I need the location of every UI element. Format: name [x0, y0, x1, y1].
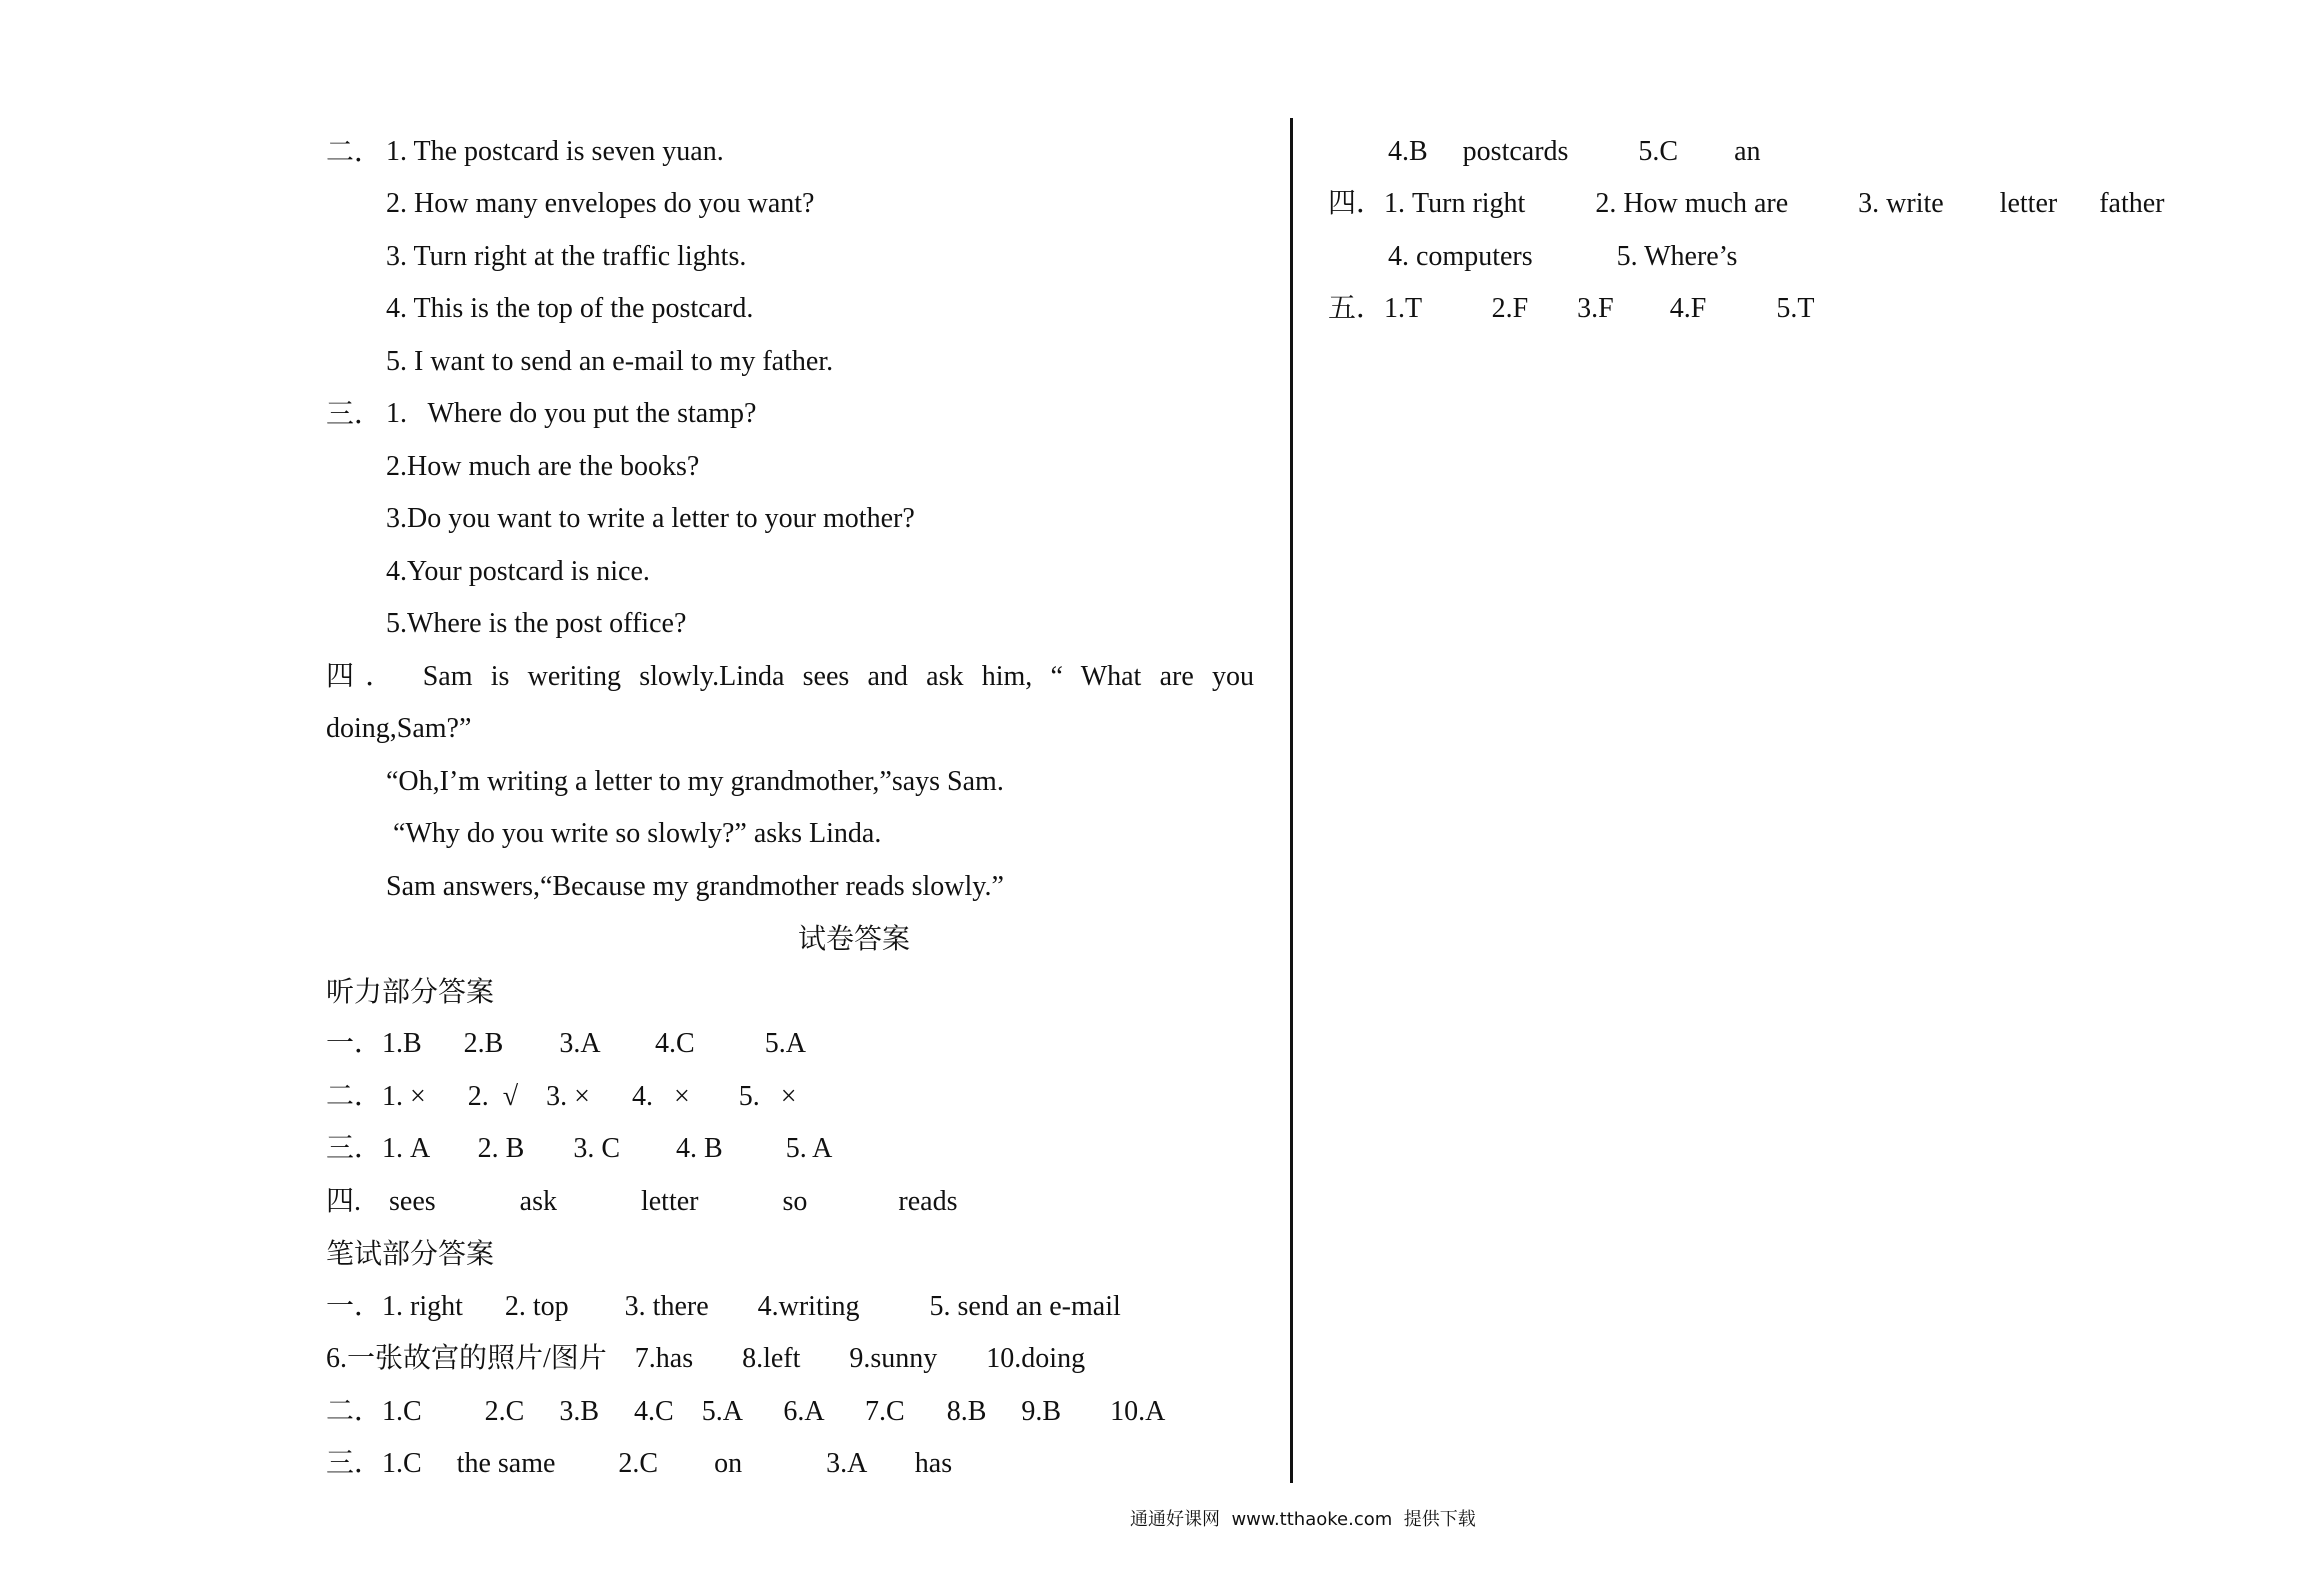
s2-line-2: 2. How many envelopes do you want? — [386, 188, 815, 219]
written-title: 笔试部分答案 — [326, 1237, 495, 1270]
listening-line-4: 四. sees ask letter so reads — [326, 1186, 958, 1217]
s2-line-4: 4. This is the top of the postcard. — [386, 293, 754, 324]
s2-line-5: 5. I want to send an e-mail to my father. — [386, 346, 834, 377]
s4-line-4: “Why do you write so slowly?” asks Linda. — [386, 818, 882, 849]
s4-line-1: 四． Sam is weriting slowly.Linda sees and ask him, “ What are you — [326, 661, 1254, 692]
right-line-4: 五．1.T 2.F 3.F 4.F 5.T — [1328, 293, 1815, 324]
answers-title: 试卷答案 — [798, 922, 911, 955]
s4-line-5: Sam answers,“Because my grandmother reads slowly.” — [386, 871, 1004, 902]
right-line-1: 4.B postcards 5.C an — [1388, 136, 1761, 167]
section-3-heading: 三． — [326, 397, 383, 430]
s2-line-1: 1. The postcard is seven yuan. — [386, 136, 724, 167]
listening-title: 听力部分答案 — [326, 975, 495, 1008]
s4-line-3: “Oh,I’m writing a letter to my grandmother,”says Sam. — [386, 766, 1004, 797]
listening-line-3: 三．1. A 2. B 3. C 4. B 5. A — [326, 1133, 833, 1164]
listening-line-1: 一．1.B 2.B 3.A 4.C 5.A — [326, 1028, 806, 1059]
section-2-heading: 二． — [326, 135, 383, 168]
right-line-3: 4. computers 5. Where’s — [1388, 241, 1738, 272]
s2-line-3: 3. Turn right at the traffic lights. — [386, 241, 747, 272]
written-line-1: 一．1. right 2. top 3. there 4.writing 5. send an e-mail — [326, 1291, 1121, 1322]
s3-line-2: 2.How much are the books? — [386, 451, 700, 482]
s3-line-3: 3.Do you want to write a letter to your mother? — [386, 503, 915, 534]
written-line-4: 三．1.C the same 2.C on 3.A has — [326, 1448, 953, 1479]
s3-line-1: 1. Where do you put the stamp? — [386, 398, 757, 429]
column-divider — [1290, 118, 1293, 1483]
listening-line-2: 二．1. × 2. √ 3. × 4. × 5. × — [326, 1081, 797, 1112]
s3-line-5: 5.Where is the post office? — [386, 608, 687, 639]
written-line-3: 二．1.C 2.C 3.B 4.C 5.A 6.A 7.C 8.B 9.B 10.A — [326, 1396, 1166, 1427]
s3-line-4: 4.Your postcard is nice. — [386, 556, 650, 587]
right-line-2: 四．1. Turn right 2. How much are 3. write letter father — [1328, 188, 2165, 219]
s4-line-2: doing,Sam?” — [326, 713, 472, 744]
written-line-2: 6.一张故宫的照片/图片 7.has 8.left 9.sunny 10.doing — [326, 1343, 1086, 1374]
footer-credit: 通通好课网 www.tthaoke.com 提供下载 — [1130, 1509, 1476, 1530]
